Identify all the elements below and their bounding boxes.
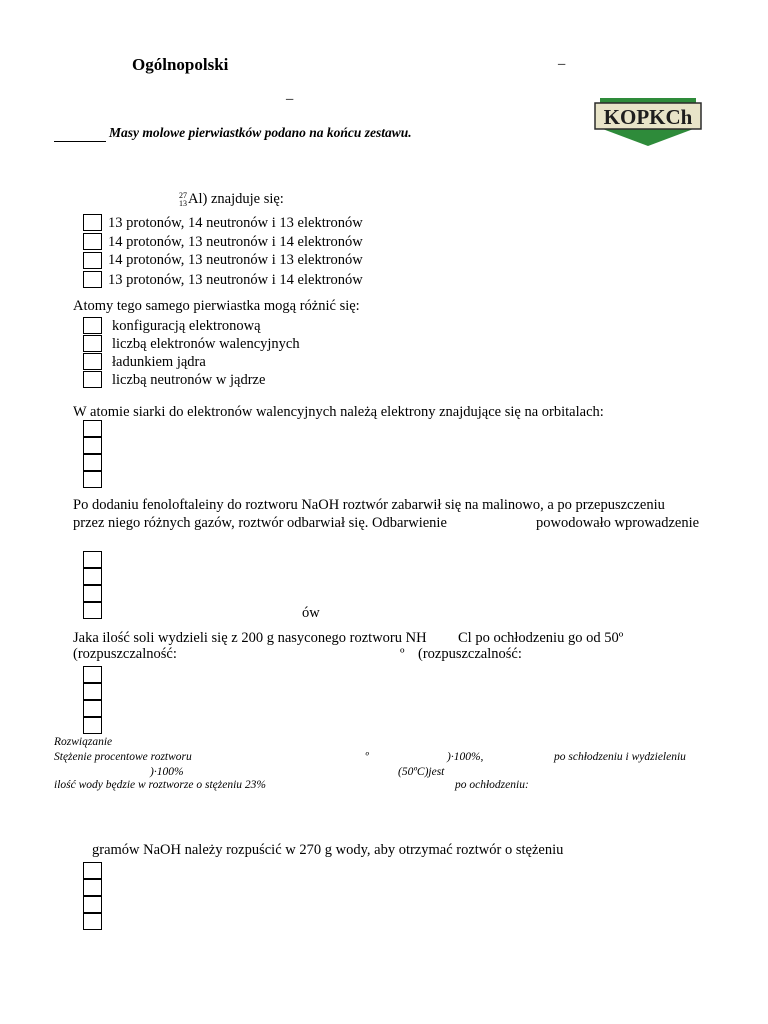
q5-line2b: º bbox=[400, 646, 405, 662]
q2-option: ładunkiem jądra bbox=[112, 354, 206, 370]
answer-checkbox[interactable] bbox=[83, 585, 102, 602]
q4-line1: Po dodaniu fenoloftaleiny do roztworu NaOH roztwór zabarwił się na malinowo, a po przepuszczeniu bbox=[73, 497, 665, 513]
q5-line2c: (rozpuszczalność: bbox=[418, 646, 522, 662]
q1-stem-text: Al) znajduje się: bbox=[188, 191, 284, 207]
q5-line2a: (rozpuszczalność: bbox=[73, 646, 177, 662]
solution-line1c: )·100%, bbox=[447, 751, 484, 763]
answer-checkbox[interactable] bbox=[83, 214, 102, 231]
answer-checkbox[interactable] bbox=[83, 700, 102, 717]
q6-stem: gramów NaOH należy rozpuścić w 270 g wody, aby otrzymać roztwór o stężeniu bbox=[92, 842, 564, 858]
answer-checkbox[interactable] bbox=[83, 454, 102, 471]
q1-option: 14 protonów, 13 neutronów i 13 elektronów bbox=[108, 252, 363, 268]
answer-checkbox[interactable] bbox=[83, 271, 102, 288]
q3-stem: W atomie siarki do elektronów walencyjnych należą elektrony znajdujące się na orbitalach: bbox=[73, 404, 604, 420]
answer-checkbox[interactable] bbox=[83, 551, 102, 568]
answer-checkbox[interactable] bbox=[83, 568, 102, 585]
answer-checkbox[interactable] bbox=[83, 317, 102, 334]
q4-line2b: powodowało wprowadzenie bbox=[536, 515, 700, 531]
answer-checkbox[interactable] bbox=[83, 252, 102, 269]
answer-checkbox[interactable] bbox=[83, 602, 102, 619]
q1-stem bbox=[179, 190, 284, 208]
q1-option: 13 protonów, 13 neutronów i 14 elektronów bbox=[108, 272, 363, 288]
solution-line1a: Stężenie procentowe roztworu bbox=[54, 751, 192, 763]
document-title: Ogólnopolski bbox=[132, 55, 229, 74]
q2-option: konfiguracją elektronową bbox=[112, 318, 261, 334]
answer-checkbox[interactable] bbox=[83, 913, 102, 930]
q5-line1b: Cl po ochłodzeniu go od 50º bbox=[458, 630, 624, 646]
isotope-atomic-number: 13 bbox=[179, 198, 187, 208]
answer-checkbox[interactable] bbox=[83, 233, 102, 250]
solution-line1d: po schłodzeniu i wydzieleniu bbox=[554, 751, 686, 763]
q4-tail: ów bbox=[302, 605, 320, 621]
answer-checkbox[interactable] bbox=[83, 717, 102, 734]
answer-checkbox[interactable] bbox=[83, 353, 102, 370]
kopkch-logo bbox=[592, 96, 704, 148]
q1-option: 13 protonów, 14 neutronów i 13 elektronów bbox=[108, 215, 363, 231]
answer-checkbox[interactable] bbox=[83, 862, 102, 879]
q1-option: 14 protonów, 13 neutronów i 14 elektronów bbox=[108, 234, 363, 250]
answer-checkbox[interactable] bbox=[83, 683, 102, 700]
answer-checkbox[interactable] bbox=[83, 420, 102, 437]
solution-line3a: ilość wody będzie w roztworze o stężeniu 23% bbox=[54, 779, 266, 791]
blank-line bbox=[54, 141, 106, 142]
logo-text: KOPKCh bbox=[603, 105, 693, 129]
answer-checkbox[interactable] bbox=[83, 896, 102, 913]
answer-checkbox[interactable] bbox=[83, 335, 102, 352]
q2-option: liczbą neutronów w jądrze bbox=[112, 372, 266, 388]
answer-checkbox[interactable] bbox=[83, 879, 102, 896]
subtitle-dash: – bbox=[286, 91, 294, 107]
solution-line3b: po ochłodzeniu: bbox=[455, 779, 529, 791]
q4-line2a: przez niego różnych gazów, roztwór odbarwiał się. Odbarwienie bbox=[73, 515, 447, 531]
solution-line2a: )·100% bbox=[150, 766, 184, 778]
isotope-mass-number: 27 bbox=[179, 190, 187, 200]
q2-option: liczbą elektronów walencyjnych bbox=[112, 336, 300, 352]
solution-line2b: (50ºC)jest bbox=[398, 766, 445, 778]
kopkch-logo-graphic bbox=[592, 96, 704, 148]
answer-checkbox[interactable] bbox=[83, 471, 102, 488]
molar-mass-note: Masy molowe pierwiastków podano na końcu zestawu. bbox=[109, 125, 412, 140]
answer-checkbox[interactable] bbox=[83, 371, 102, 388]
q2-stem: Atomy tego samego pierwiastka mogą różnić się: bbox=[73, 298, 360, 314]
solution-label: Rozwiązanie bbox=[54, 736, 113, 748]
answer-checkbox[interactable] bbox=[83, 666, 102, 683]
q5-line1a: Jaka ilość soli wydzieli się z 200 g nasyconego roztworu NH bbox=[73, 630, 427, 646]
answer-checkbox[interactable] bbox=[83, 437, 102, 454]
title-dash: – bbox=[558, 56, 566, 72]
solution-line1b: º bbox=[365, 751, 369, 763]
